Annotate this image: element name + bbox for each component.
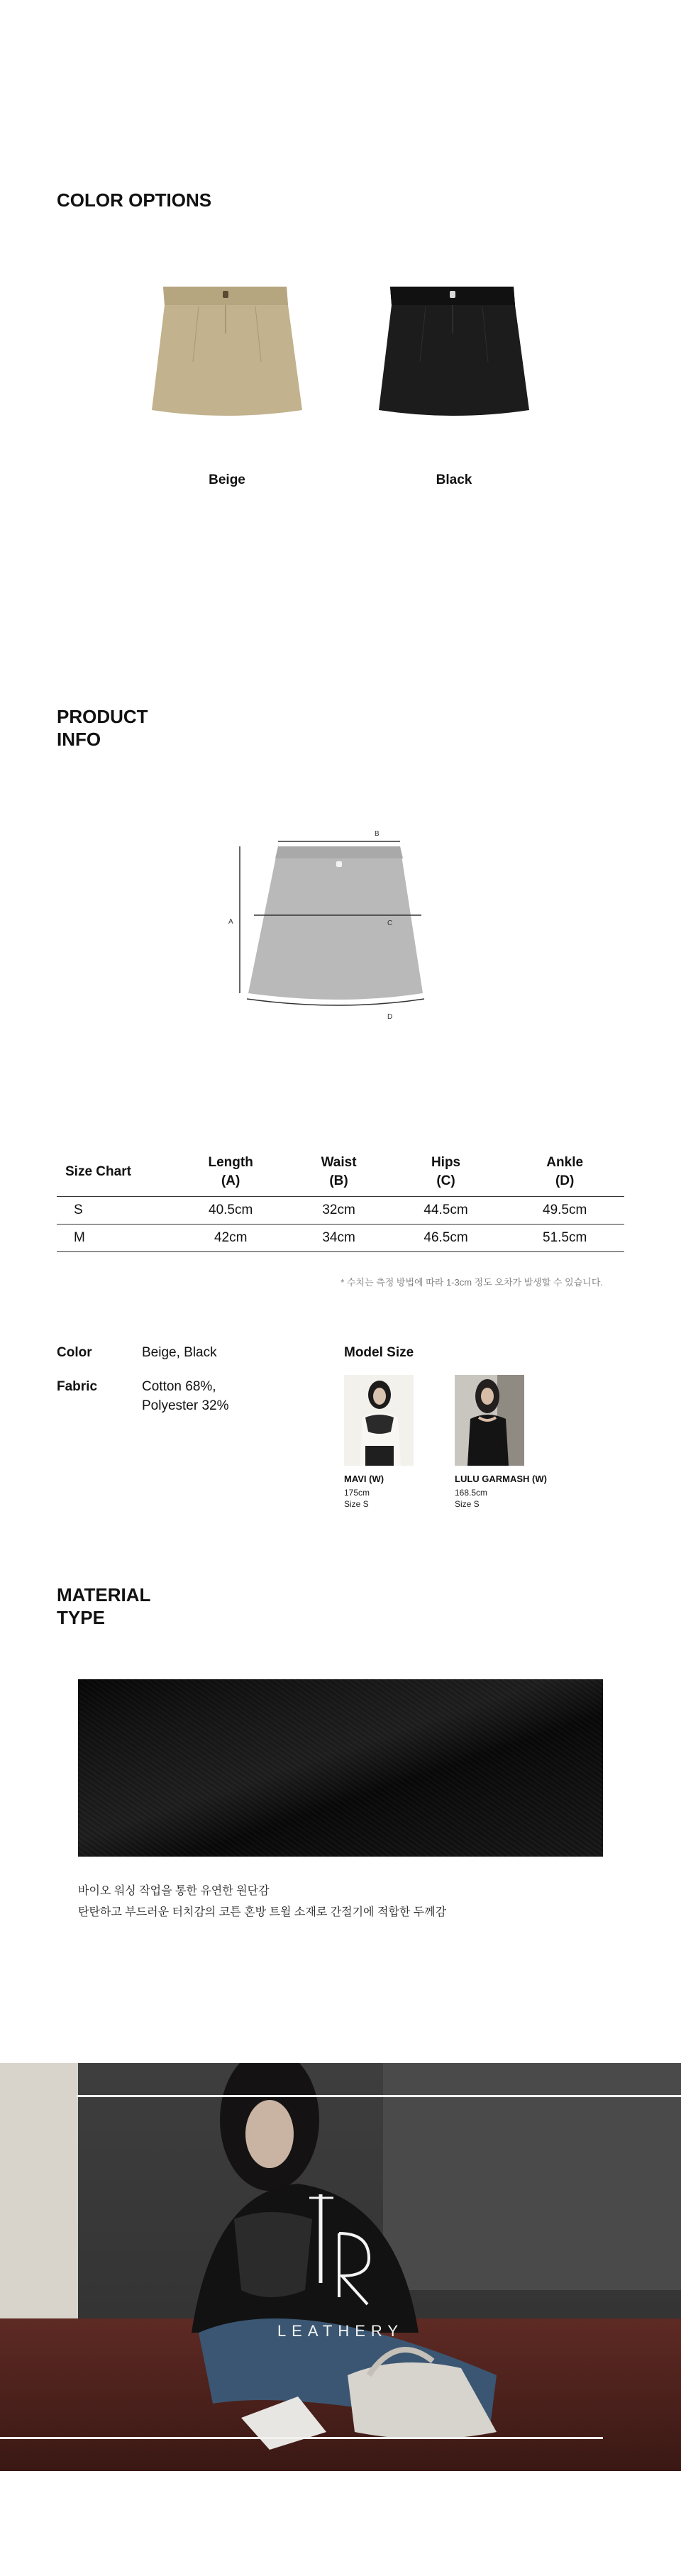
model-size-heading: Model Size (344, 1345, 414, 1360)
product-info-heading: PRODUCT INFO (57, 706, 148, 750)
black-label: Black (436, 472, 472, 487)
table-row (57, 1197, 624, 1225)
model-name-mavi: MAVI (W) (344, 1474, 384, 1484)
size-chart-header: Size Chart (65, 1164, 131, 1179)
model-photo-mavi[interactable] (344, 1375, 414, 1466)
brand-banner-image (0, 2063, 681, 2471)
material-type-heading: MATERIAL TYPE (57, 1584, 151, 1628)
material-description-1: 바이오 워싱 작업을 통한 유연한 원단감 (78, 1885, 270, 1897)
size-chart-header-row (57, 1148, 624, 1197)
fabric-label: Fabric (57, 1379, 98, 1394)
diagram-label-a: A (228, 918, 233, 926)
color-value: Beige, Black (142, 1345, 217, 1360)
size-chart-table (57, 1148, 624, 1252)
black-skirt-image[interactable] (369, 277, 539, 440)
hips-header: Hips (C) (431, 1155, 461, 1188)
model-photo-lulu[interactable] (455, 1375, 524, 1466)
diagram-label-d: D (387, 1013, 393, 1021)
waist-header: Waist (B) (321, 1155, 357, 1188)
beige-label: Beige (209, 472, 245, 487)
size-cell: S (74, 1203, 83, 1217)
hips-cell: 46.5cm (423, 1230, 468, 1245)
ankle-header: Ankle (D) (546, 1155, 584, 1188)
table-row (57, 1225, 624, 1252)
brand-wordmark: LEATHERY (277, 2322, 404, 2340)
size-diagram (220, 823, 447, 1036)
length-header: Length (A) (208, 1155, 253, 1188)
fabric-texture-image (78, 1679, 603, 1857)
color-options-heading: COLOR OPTIONS (57, 189, 212, 211)
beige-skirt-image[interactable] (142, 277, 312, 440)
length-cell: 42cm (214, 1230, 248, 1245)
hips-cell: 44.5cm (423, 1203, 468, 1217)
model-size-mavi: Size S (344, 1499, 369, 1509)
model-height-mavi: 175cm (344, 1488, 370, 1498)
waist-cell: 34cm (322, 1230, 355, 1245)
diagram-label-b: B (375, 830, 380, 838)
size-note: * 수치는 측정 방법에 따라 1-3cm 정도 오차가 발생할 수 있습니다. (340, 1277, 603, 1288)
diagram-label-c: C (387, 919, 393, 927)
size-cell: M (74, 1230, 85, 1245)
model-size-lulu: Size S (455, 1499, 480, 1509)
model-height-lulu: 168.5cm (455, 1488, 488, 1498)
waist-cell: 32cm (322, 1203, 355, 1217)
ankle-cell: 49.5cm (543, 1203, 587, 1217)
fabric-value: Cotton 68%, Polyester 32% (142, 1379, 229, 1413)
ankle-cell: 51.5cm (543, 1230, 587, 1245)
length-cell: 40.5cm (209, 1203, 253, 1217)
model-name-lulu: LULU GARMASH (W) (455, 1474, 547, 1484)
material-description-2: 탄탄하고 부드러운 터치감의 코튼 혼방 트윌 소재로 간절기에 적합한 두께감 (78, 1906, 447, 1918)
color-label: Color (57, 1345, 92, 1360)
